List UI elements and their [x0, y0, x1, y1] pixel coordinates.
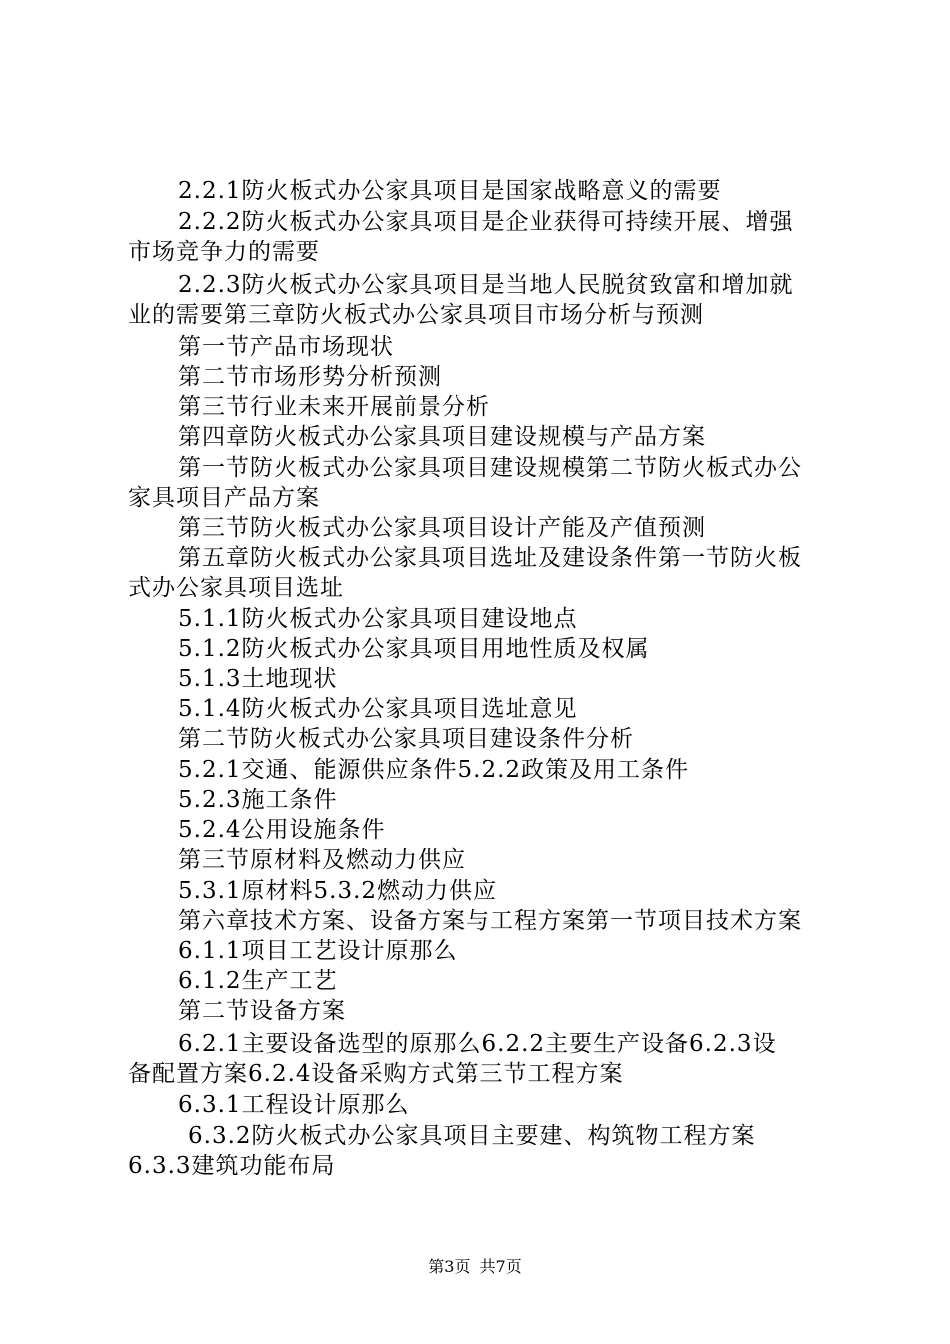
text-line: 第一节防火板式办公家具项目建设规模第二节防火板式办公	[178, 455, 802, 481]
text-line: 5.2.4公用设施条件	[178, 817, 386, 843]
text-line: 5.1.1防火板式办公家具项目建设地点	[178, 606, 578, 632]
text-line: 5.1.3土地现状	[178, 666, 338, 692]
text-line: 6.3.3建筑功能布局	[128, 1153, 336, 1179]
text-line: 2.2.3防火板式办公家具项目是当地人民脱贫致富和增加就	[178, 272, 794, 298]
text-line: 备配置方案6.2.4设备采购方式第三节工程方案	[128, 1061, 624, 1087]
text-line: 家具项目产品方案	[128, 485, 320, 511]
text-line: 5.1.4防火板式办公家具项目选址意见	[178, 696, 578, 722]
text-line: 2.2.1防火板式办公家具项目是国家战略意义的需要	[178, 178, 722, 204]
text-line: 6.2.1主要设备选型的原那么6.2.2主要生产设备6.2.3设	[178, 1031, 777, 1057]
text-line: 第三节防火板式办公家具项目设计产能及产值预测	[178, 515, 706, 541]
text-line: 6.3.1工程设计原那么	[178, 1092, 410, 1118]
text-line: 第四章防火板式办公家具项目建设规模与产品方案	[178, 424, 706, 450]
text-line: 第三节原材料及燃动力供应	[178, 847, 466, 873]
text-line: 5.1.2防火板式办公家具项目用地性质及权属	[178, 636, 650, 662]
page-footer	[0, 1257, 950, 1277]
text-line: 6.1.1项目工艺设计原那么	[178, 938, 458, 964]
text-line: 第五章防火板式办公家具项目选址及建设条件第一节防火板	[178, 545, 802, 571]
text-line: 第六章技术方案、设备方案与工程方案第一节项目技术方案	[178, 908, 802, 934]
text-line: 5.3.1原材料5.3.2燃动力供应	[178, 878, 498, 904]
text-line: 业的需要第三章防火板式办公家具项目市场分析与预测	[128, 302, 704, 328]
page-total: 共7页	[479, 1257, 522, 1276]
text-line: 6.3.2防火板式办公家具项目主要建、构筑物工程方案	[188, 1123, 756, 1149]
text-line: 式办公家具项目选址	[128, 575, 344, 601]
text-line: 第二节设备方案	[178, 998, 346, 1024]
text-line: 市场竞争力的需要	[128, 239, 320, 265]
text-line: 第三节行业未来开展前景分析	[178, 394, 490, 420]
text-line: 5.2.3施工条件	[178, 787, 338, 813]
text-line: 6.1.2生产工艺	[178, 968, 338, 994]
text-line: 2.2.2防火板式办公家具项目是企业获得可持续开展、增强	[178, 209, 794, 235]
text-line: 5.2.1交通、能源供应条件5.2.2政策及用工条件	[178, 757, 690, 783]
text-line: 第二节市场形势分析预测	[178, 364, 442, 390]
page-number: 第3页	[428, 1257, 471, 1276]
text-line: 第二节防火板式办公家具项目建设条件分析	[178, 726, 634, 752]
text-line: 第一节产品市场现状	[178, 334, 394, 360]
